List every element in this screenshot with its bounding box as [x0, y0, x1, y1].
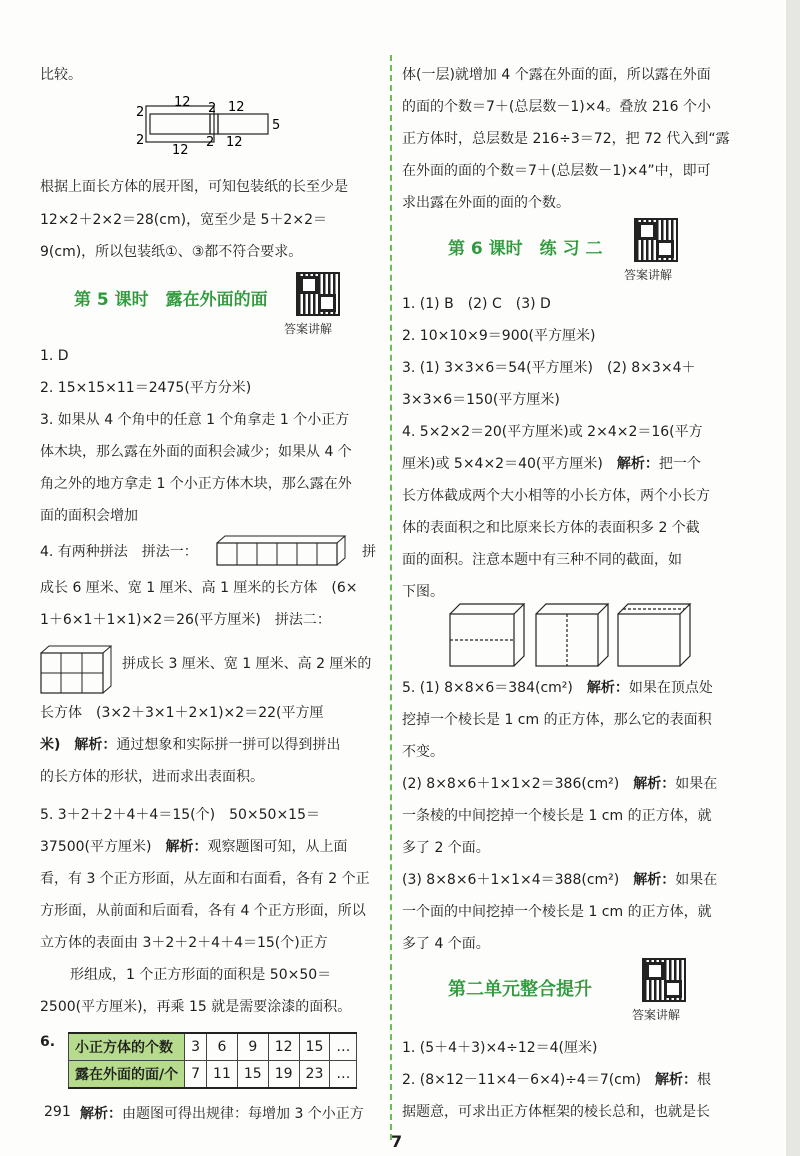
- net-label: 2: [206, 135, 215, 150]
- answer-line: 体的表面积之和比原来长方体的表面积多 2 个截: [402, 520, 700, 536]
- qr-caption: 答案讲解: [284, 322, 333, 336]
- answer-line: 如果在: [675, 776, 718, 792]
- answer-line: 2. 10×10×9＝900(平方厘米): [402, 328, 596, 344]
- table-cell: 19: [268, 1061, 299, 1089]
- qr-code-icon[interactable]: [634, 218, 678, 262]
- answer-line: 由题图可得出规律：每增加 3 个小正方: [122, 1106, 364, 1122]
- qr-code-icon[interactable]: [642, 958, 686, 1002]
- pattern-table: [68, 1032, 357, 1089]
- answer-line: 正方体时，总层数是 216÷3＝72，把 72 代入到“露: [402, 131, 730, 147]
- answer-line: 挖掉一个棱长是 1 cm 的正方体，那么它的表面积: [402, 712, 712, 728]
- table-cell: 12: [268, 1033, 299, 1061]
- answer-line: 下图。: [402, 584, 444, 600]
- answer-line: 不变。: [402, 744, 444, 760]
- table-row: [69, 1061, 357, 1089]
- answer-number: 6.: [40, 1034, 56, 1050]
- answer-line: 一条棱的中间挖掉一个棱长是 1 cm 的正方体，就: [402, 808, 712, 824]
- table-cell: 3: [185, 1033, 207, 1061]
- analysis-label: 解析：: [616, 456, 659, 472]
- left-page-number: 291: [44, 1104, 71, 1120]
- qr-caption: 答案讲解: [624, 268, 673, 282]
- answer-line: 1. (1) B (2) C (3) D: [402, 296, 551, 312]
- answer-line: 2. 15×15×11＝2475(平方分米): [40, 380, 252, 396]
- qr-code-icon[interactable]: [296, 272, 340, 316]
- answer-line: 通过想象和实际拼一拼可以得到拼出: [116, 737, 341, 753]
- table-cell: 15: [299, 1033, 330, 1061]
- table-cell: 23: [299, 1061, 330, 1089]
- page-number: 7: [391, 1132, 403, 1151]
- answer-line: 角之外的地方拿走 1 个小正方体木块，那么露在外: [40, 476, 352, 492]
- answer-line: 5. 3＋2＋2＋4＋4＝15(个) 50×50×15＝: [40, 807, 320, 823]
- answer-line: 37500(平方厘米): [40, 839, 166, 855]
- analysis-label: 解析：: [80, 1106, 122, 1122]
- net-label: 2: [136, 105, 145, 120]
- answer-line: 一个面的中间挖掉一个棱长是 1 cm 的正方体，就: [402, 904, 712, 920]
- answer-line: 长方体 (3×2＋3×1＋2×1)×2＝22(平方厘: [40, 705, 324, 721]
- analysis-label: 解析：: [165, 839, 208, 855]
- answer-line: 拼: [362, 544, 376, 560]
- column-divider: [390, 55, 392, 1140]
- answer-line: 成长 6 厘米、宽 1 厘米、高 1 厘米的长方体 (6×: [40, 580, 358, 596]
- intro-text: 比较。: [40, 67, 82, 83]
- net-label: 12: [228, 100, 245, 115]
- answer-line: 的面的个数＝7＋(总层数－1)×4。叠放 216 个小: [402, 99, 711, 115]
- answer-line: 2. (8×12－11×4－6×4)÷4＝7(cm): [402, 1072, 655, 1088]
- page-edge: [786, 0, 800, 1156]
- answer-line: 拼成长 3 厘米、宽 1 厘米、高 2 厘米的: [122, 656, 372, 672]
- cube-row-figure: [216, 534, 356, 568]
- answer-line: 在外面的面的个数＝7＋(总层数－1)×4”中，即可: [402, 163, 711, 179]
- cube-block-figure: [40, 644, 114, 696]
- answer-line: 面的面积。注意本题中有三种不同的截面，如: [402, 552, 682, 568]
- answer-line: 3×3×6＝150(平方厘米): [402, 392, 560, 408]
- table-cell: 6: [207, 1033, 238, 1061]
- answer-line: 看，有 3 个正方形面，从左面和右面看，各有 2 个正: [40, 871, 370, 887]
- table-cell: …: [330, 1033, 357, 1061]
- paragraph-line: 根据上面长方体的展开图，可知包装纸的长至少是: [40, 179, 348, 195]
- cross-section-figure: [448, 602, 698, 668]
- answer-line: (2) 8×8×6＋1×1×2＝386(cm²): [402, 776, 634, 792]
- paragraph-line: 9(cm)，所以包装纸①、③都不符合要求。: [40, 244, 303, 260]
- answer-line: 1. D: [40, 348, 69, 364]
- answer-line: 厘米)或 5×4×2＝40(平方厘米): [402, 456, 617, 472]
- section-title: 第 6 课时 练 习 二: [448, 239, 603, 259]
- answer-line: 5. (1) 8×8×6＝384(cm²): [402, 680, 587, 696]
- answer-line: 3. (1) 3×3×6＝54(平方厘米) (2) 8×3×4＋: [402, 360, 696, 376]
- answer-line: 据题意，可求出正方体框架的棱长总和，也就是长: [402, 1104, 710, 1120]
- answer-line: 4. 有两种拼法 拼法一：: [40, 544, 198, 560]
- answer-line: 多了 2 个面。: [402, 840, 490, 856]
- table-cell: 11: [207, 1061, 238, 1089]
- section-title: 第 5 课时 露在外面的面: [74, 290, 268, 310]
- net-label: 12: [174, 95, 191, 110]
- answer-line: 根: [696, 1072, 711, 1088]
- answer-line: 形组成，1 个正方形面的面积是 50×50＝: [70, 967, 332, 983]
- answer-line: 把一个: [658, 456, 701, 472]
- table-header-cell: 露在外面的面/个: [69, 1061, 185, 1089]
- box-net-figure: [136, 94, 286, 156]
- answer-line: 面的面积会增加: [40, 508, 138, 524]
- answer-line: 方形面，从前面和后面看，各有 4 个正方形面，所以: [40, 903, 366, 919]
- answer-line: 如果在: [675, 872, 718, 888]
- analysis-label: 解析：: [633, 776, 676, 792]
- paragraph-line: 12×2＋2×2＝28(cm)，宽至少是 5＋2×2＝: [40, 212, 327, 228]
- table-cell: 7: [185, 1061, 207, 1089]
- answer-line: 多了 4 个面。: [402, 936, 490, 952]
- answer-line: 求出露在外面的面的个数。: [402, 195, 570, 211]
- analysis-label: 解析：: [633, 872, 676, 888]
- table-header-cell: 小正方体的个数: [69, 1033, 185, 1061]
- answer-line: 观察题图可知，从上面: [207, 839, 348, 855]
- table-cell: 15: [237, 1061, 268, 1089]
- answer-line: (3) 8×8×6＋1×1×4＝388(cm²): [402, 872, 634, 888]
- table-cell: …: [330, 1061, 357, 1089]
- net-label: 12: [226, 135, 243, 150]
- net-label: 5: [272, 118, 281, 133]
- answer-line: 4. 5×2×2＝20(平方厘米)或 2×4×2＝16(平方: [402, 424, 703, 440]
- net-label: 12: [172, 143, 189, 156]
- answer-line: 立方体的表面由 3＋2＋2＋4＋4＝15(个)正方: [40, 935, 328, 951]
- section-title: 第二单元整合提升: [448, 979, 592, 1000]
- answer-line: 体木块，那么露在外面的面积会减少；如果从 4 个: [40, 444, 352, 460]
- answer-line: 3. 如果从 4 个角中的任意 1 个角拿走 1 个小正方: [40, 412, 350, 428]
- answer-line: 2500(平方厘米)，再乘 15 就是需要涂漆的面积。: [40, 999, 352, 1015]
- answer-line: 的长方体的形状，进而求出表面积。: [40, 769, 264, 785]
- answer-line: 1＋6×1＋1×1)×2＝26(平方厘米) 拼法二：: [40, 612, 331, 628]
- answer-line: 1. (5＋4＋3)×4÷12＝4(厘米): [402, 1040, 598, 1056]
- qr-caption: 答案讲解: [632, 1008, 681, 1022]
- net-label: 2: [136, 133, 145, 148]
- analysis-label: 解析：: [654, 1072, 697, 1088]
- answer-line: 米) 解析：: [40, 737, 117, 753]
- table-cell: 9: [237, 1033, 268, 1061]
- answer-line: 长方体截成两个大小相等的小长方体，两个小长方: [402, 488, 710, 504]
- answer-line: 如果在顶点处: [628, 680, 713, 696]
- answer-line: 体(一层)就增加 4 个露在外面的面，所以露在外面: [402, 67, 711, 83]
- net-label: 2: [208, 101, 217, 116]
- analysis-label: 解析：: [586, 680, 629, 696]
- table-row: [69, 1033, 357, 1061]
